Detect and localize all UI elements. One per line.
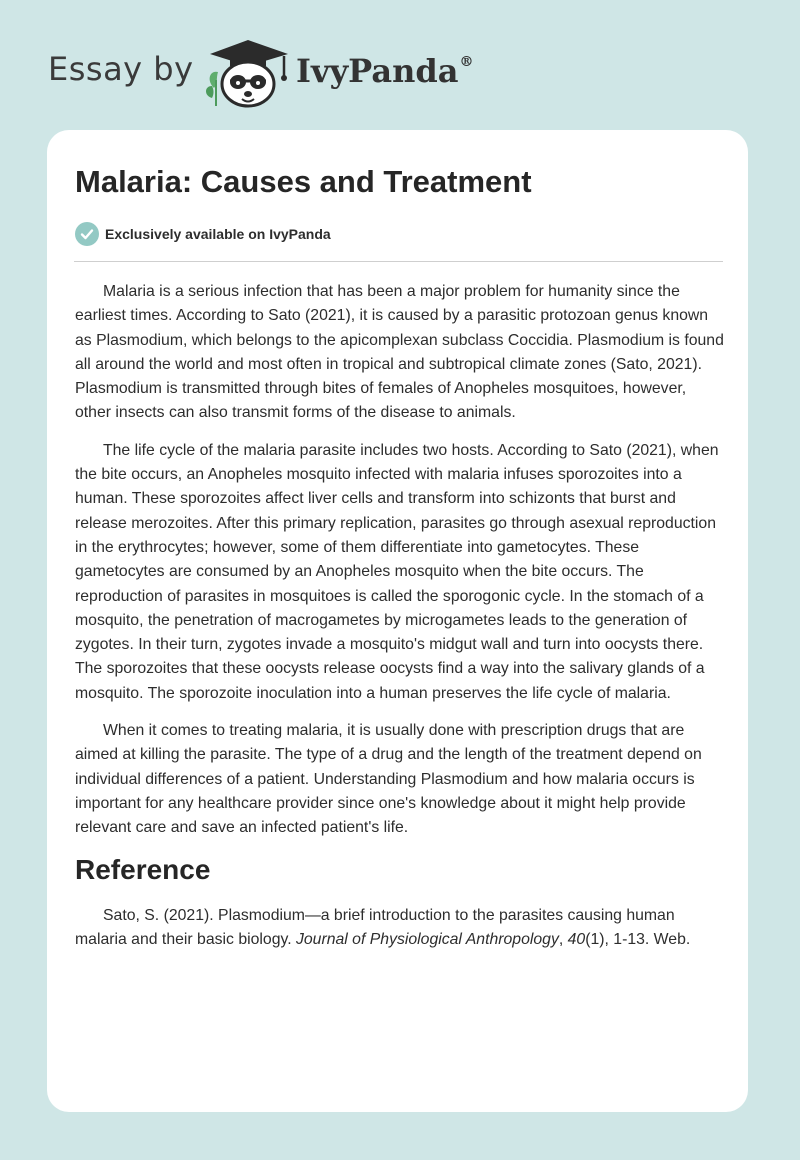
essay-by-label: Essay by — [48, 50, 194, 88]
reference-journal: Journal of Physiological Anthropology — [295, 930, 559, 948]
page-title: Malaria: Causes and Treatment — [75, 164, 532, 199]
reference-heading: Reference — [75, 853, 211, 885]
reference-issue-pages: (1), 1-13. Web. — [585, 930, 691, 948]
site-header — [0, 0, 800, 130]
paragraph-1: Malaria is a serious infection that has been a major problem for humanity since the earliest times. According to Sato (2021), it is caused by a parasitic protozoan genus known as Plasmodium, which belongs to the apicomplexan subclass Coccidia. Plasmodium is found all around the world and most often in tropical and subtropical climate zones (Sato, 2021). Plasmodium is transmitted through bites of females of Anopheles mosquitoes, however, other insects can also transmit forms of the disease to animals. — [75, 283, 724, 422]
panda-logo-icon — [200, 36, 296, 110]
essay-body — [75, 280, 725, 965]
exclusive-badge-text: Exclusively available on IvyPanda — [105, 226, 331, 242]
reference-volume: 40 — [567, 930, 586, 948]
paragraph-2: The life cycle of the malaria parasite includes two hosts. According to Sato (2021), when the bite occurs, an Anopheles mosquito infected with malaria infuses sporozoites into a human. These sporozoites affect liver cells and transform into schizonts that burst and release merozoites. After this primary replication, parasites go through asexual reproduction in the erythrocytes; however, some of them differentiate into gametocytes. These gametocytes are consumed by an Anopheles mosquito when the bite occurs. The reproduction of parasites in mosquitoes is called the sporogonic cycle. In the stomach of a mosquito, the penetration of macrogametes by microgametes leads to the generation of zygotes. In their turn, zygotes invade a mosquito's midgut wall and turn into oocysts there. The sporozoites that these oocysts release oocysts find a way into the salivary glands of a mosquito. The sporozoite inoculation into a human preserves the life cycle of malaria. — [75, 441, 719, 702]
registered-mark: ® — [459, 54, 474, 70]
brand-name: IvyPanda® — [296, 52, 474, 90]
exclusive-badge — [75, 221, 331, 247]
paragraph-3: When it comes to treating malaria, it is usually done with prescription drugs that are aimed at killing the parasite. The type of a drug and the length of the treatment depend on individual differences of a patient. Understanding Plasmodium and how malaria occurs is important for any healthcare provider since one's knowledge about it might help provide relevant care and save an infected patient's life. — [75, 722, 702, 837]
reference-entry: Sato, S. (2021). Plasmodium—a brief introduction to the parasites causing human malaria and their basic biology. Journal of Physiological Anthropology, 40(1), 1-13. Web. — [75, 906, 691, 948]
essay-card — [47, 130, 748, 1112]
reference-authors: Sato, S. (2021). Plasmodium—a brief introduction to the parasites causing human malaria and their basic biology. — [75, 906, 675, 948]
checkmark-icon — [75, 222, 99, 246]
divider — [74, 261, 723, 262]
